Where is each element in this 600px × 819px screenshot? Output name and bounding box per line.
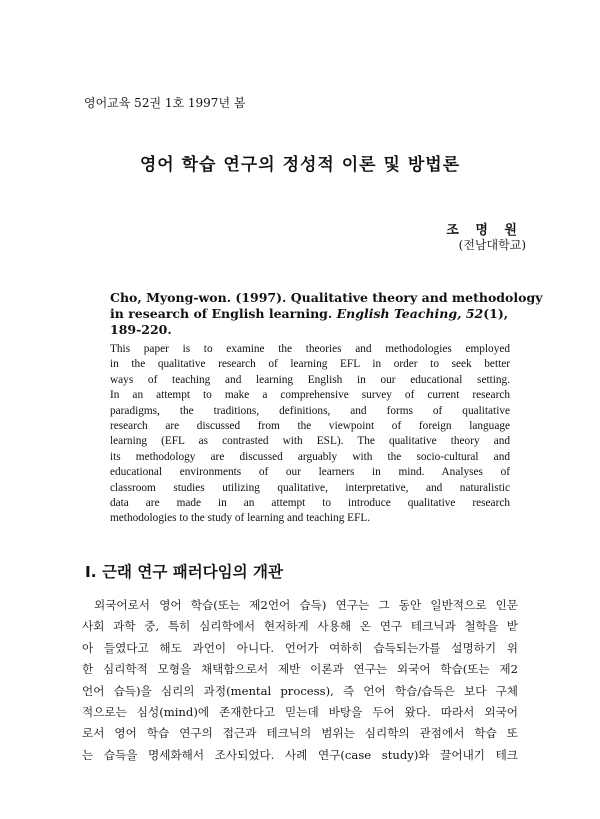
abstract-line: its methodology are discussed arguably with the socio-cultural and <box>110 450 510 463</box>
abstract-line: research are discussed from the viewpoint of foreign language <box>110 420 510 433</box>
body-line: 는 습득을 명세화해서 조사되었다. 사례 연구(case study)와 끌어내기 테크 <box>82 747 518 762</box>
abstract-line: learning (EFL as contrasted with ESL). The qualitative theory and <box>110 435 510 448</box>
abstract <box>110 342 510 527</box>
article-title: 영어 학습 연구의 정성적 이론 및 방법론 <box>139 155 461 175</box>
body-text <box>82 595 518 766</box>
abstract-line: in the qualitative research of learning EFL in order to seek better <box>110 358 510 371</box>
citation-text: in research of English learning. <box>110 306 337 321</box>
abstract-line: educational environments of our learners in mind. Analyses of <box>110 466 510 479</box>
citation-issue: (1), <box>483 306 509 321</box>
abstract-line: classroom studies utilizing qualitative, interpretative, and naturalistic <box>110 481 510 494</box>
abstract-line: In an attempt to make a comprehensive survey of current research <box>110 389 510 402</box>
abstract-line: This paper is to examine the theories and methodologies employed <box>110 343 510 355</box>
author-affiliation: (전남대학교) <box>458 238 526 252</box>
citation-pages: 189-220. <box>110 322 172 337</box>
body-line: 아 들였다고 해도 과언이 아니다. 언어가 여하히 습득되는가를 설명하기 위 <box>82 640 518 655</box>
body-line: 적으로는 심성(mind)에 존재한다고 믿는데 바탕을 두어 왔다. 따라서 외국어 <box>82 705 518 720</box>
journal-name: English Teaching, 52 <box>336 306 484 321</box>
author-name: 조 명 원 <box>446 223 523 238</box>
citation-block <box>110 290 543 338</box>
abstract-line: methodologies to the study of learning and teaching EFL. <box>110 512 371 525</box>
body-line: 언어 습득)을 심리의 과정(mental process), 즉 언어 학습/습득은 보다 구체 <box>82 683 518 698</box>
body-line: 외국어로서 영어 학습(또는 제2언어 습득) 연구는 그 동안 일반적으로 인문 <box>94 598 518 612</box>
citation-line: Cho, Myong-won. (1997). Qualitative theory and methodology <box>110 290 543 305</box>
body-line: 사회 과학 중, 특히 심리학에서 현저하게 사용해 온 연구 테크닉과 철학을 받 <box>82 619 518 634</box>
body-line: 한 심리학적 모형을 채택함으로서 제반 이론과 연구는 외국어 학습(또는 제2 <box>82 662 518 677</box>
section-heading: I. 근래 연구 패러다임의 개관 <box>85 563 283 581</box>
body-line: 로서 영어 학습 연구의 접근과 테크닉의 범위는 심리학의 관점에서 학습 또 <box>82 726 518 741</box>
journal-header: 영어교육 52권 1호 1997년 봄 <box>84 96 246 110</box>
abstract-line: data are made in an attempt to introduce qualitative research <box>110 497 510 510</box>
abstract-line: ways of teaching and learning English in our educational setting. <box>110 373 510 386</box>
citation-line <box>110 306 510 322</box>
abstract-line: paradigms, the traditions, definitions, and forms of qualitative <box>110 404 510 417</box>
